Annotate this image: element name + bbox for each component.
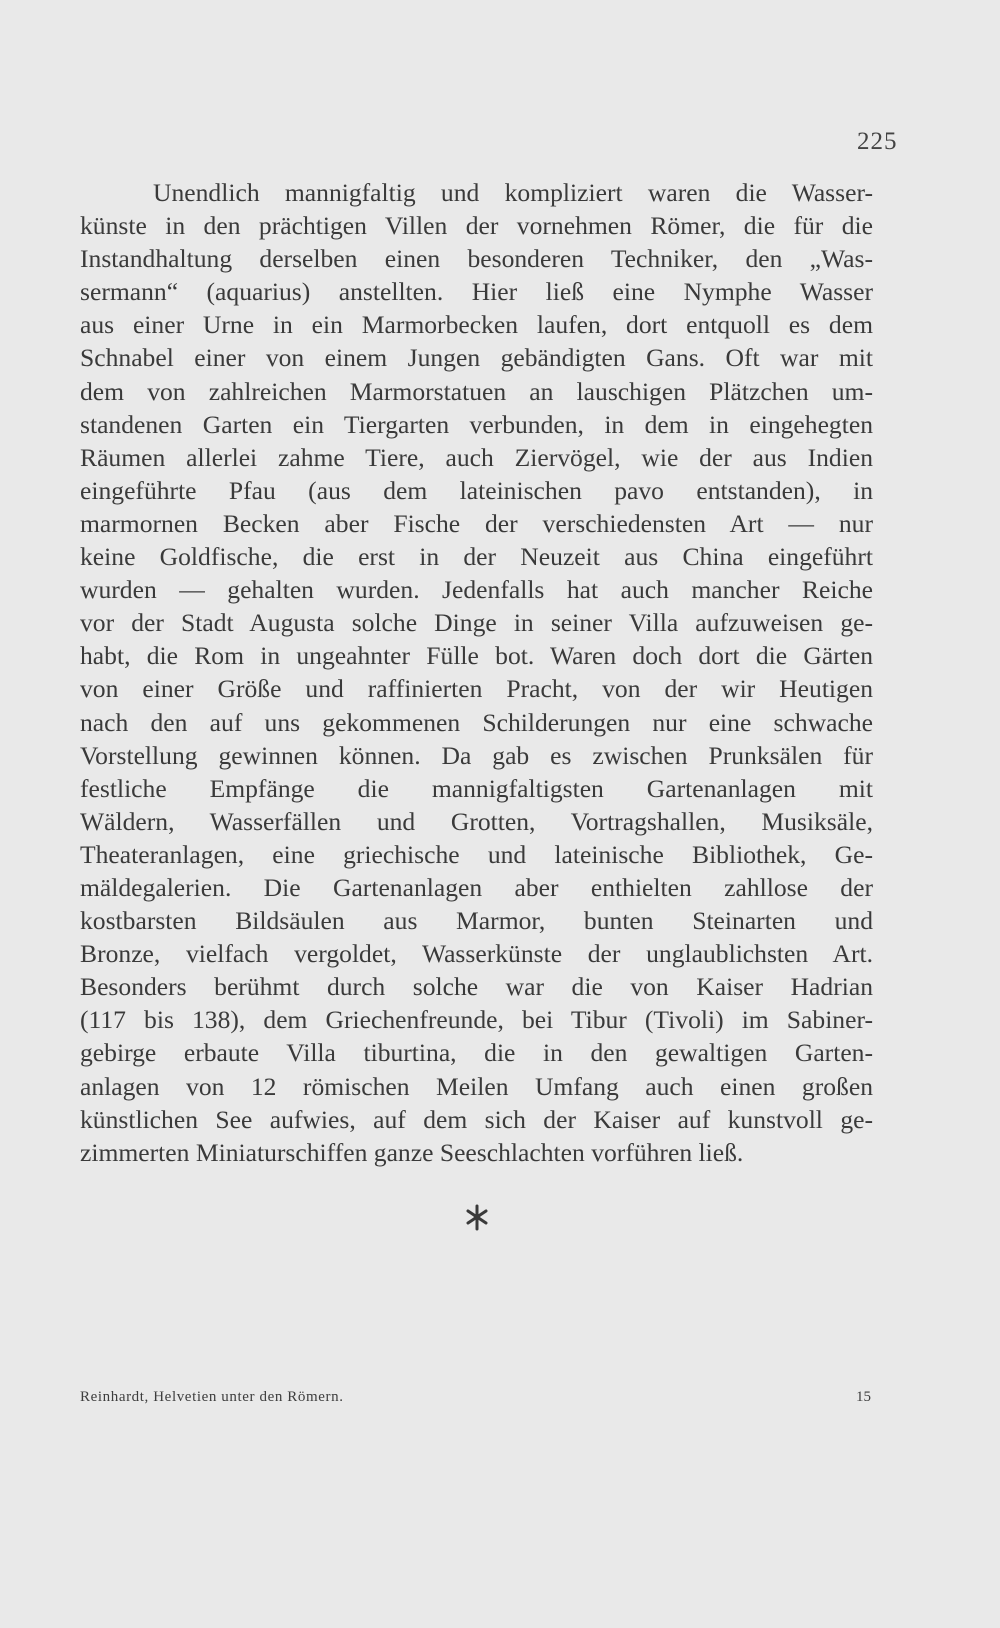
- text-line: Bronze, vielfach vergoldet, Wasserkünste der unglaublichsten Art.: [80, 939, 873, 969]
- text-line: Räumen allerlei zahme Tiere, auch Ziervögel, wie der aus Indien: [80, 442, 873, 472]
- footer-book-title: Reinhardt, Helvetien unter den Römern.: [80, 1389, 344, 1405]
- page-number: 225: [857, 128, 898, 155]
- text-line: gebirge erbaute Villa tiburtina, die in den gewaltigen Garten-: [80, 1038, 873, 1068]
- text-line: künste in den prächtigen Villen der vornehmen Römer, die für die: [80, 211, 873, 241]
- text-line: festliche Empfänge die mannigfaltigsten Gartenanlagen mit: [80, 773, 873, 803]
- text-line: zimmerten Miniaturschiffen ganze Seeschlachten vorführen ließ.: [80, 1137, 744, 1167]
- text-line: Schnabel einer von einem Jungen gebändigten Gans. Oft war mit: [80, 343, 873, 373]
- text-line: anlagen von 12 römischen Meilen Umfang auch einen großen: [80, 1071, 873, 1101]
- body-text: [80, 176, 873, 1169]
- text-line: vor der Stadt Augusta solche Dinge in seiner Villa aufzuweisen ge-: [80, 608, 873, 638]
- text-line: wurden — gehalten wurden. Jedenfalls hat auch mancher Reiche: [80, 575, 873, 605]
- text-line: Theateranlagen, eine griechische und lateinische Bibliothek, Ge-: [80, 839, 873, 869]
- text-line: mäldegalerien. Die Gartenanlagen aber enthielten zahllose der: [80, 872, 873, 902]
- text-line: Besonders berühmt durch solche war die von Kaiser Hadrian: [80, 972, 873, 1002]
- text-line: dem von zahlreichen Marmorstatuen an lauschigen Plätzchen um-: [80, 376, 873, 406]
- text-line: nach den auf uns gekommenen Schilderungen nur eine schwache: [80, 707, 873, 737]
- text-line: aus einer Urne in ein Marmorbecken laufen, dort entquoll es dem: [80, 310, 873, 340]
- text-line: Vorstellung gewinnen können. Da gab es zwischen Prunksälen für: [80, 740, 873, 770]
- text-line: von einer Größe und raffinierten Pracht, von der wir Heutigen: [80, 674, 873, 704]
- text-line: Instandhaltung derselben einen besonderen Techniker, den „Was-: [80, 244, 873, 274]
- text-line: keine Goldfische, die erst in der Neuzeit aus China eingeführt: [80, 542, 873, 572]
- text-line: eingeführte Pfau (aus dem lateinischen pavo entstanden), in: [80, 475, 873, 505]
- footer-signature-mark: 15: [856, 1389, 871, 1405]
- text-line: (117 bis 138), dem Griechenfreunde, bei Tibur (Tivoli) im Sabiner-: [80, 1005, 873, 1035]
- text-line: Unendlich mannigfaltig und kompliziert waren die Wasser-: [153, 178, 873, 207]
- text-line: marmornen Becken aber Fische der verschiedensten Art — nur: [80, 508, 873, 538]
- text-line: künstlichen See aufwies, auf dem sich der Kaiser auf kunstvoll ge-: [80, 1104, 873, 1134]
- text-line: kostbarsten Bildsäulen aus Marmor, bunten Steinarten und: [80, 906, 873, 936]
- text-line: Wäldern, Wasserfällen und Grotten, Vortragshallen, Musiksäle,: [80, 806, 873, 836]
- text-line: habt, die Rom in ungeahnter Fülle bot. Waren doch dort die Gärten: [80, 641, 873, 671]
- text-line: standenen Garten ein Tiergarten verbunden, in dem in eingehegten: [80, 409, 873, 439]
- asterisk-ornament-icon: [462, 1202, 492, 1232]
- text-line: sermann“ (aquarius) anstellten. Hier ließ eine Nymphe Wasser: [80, 277, 873, 307]
